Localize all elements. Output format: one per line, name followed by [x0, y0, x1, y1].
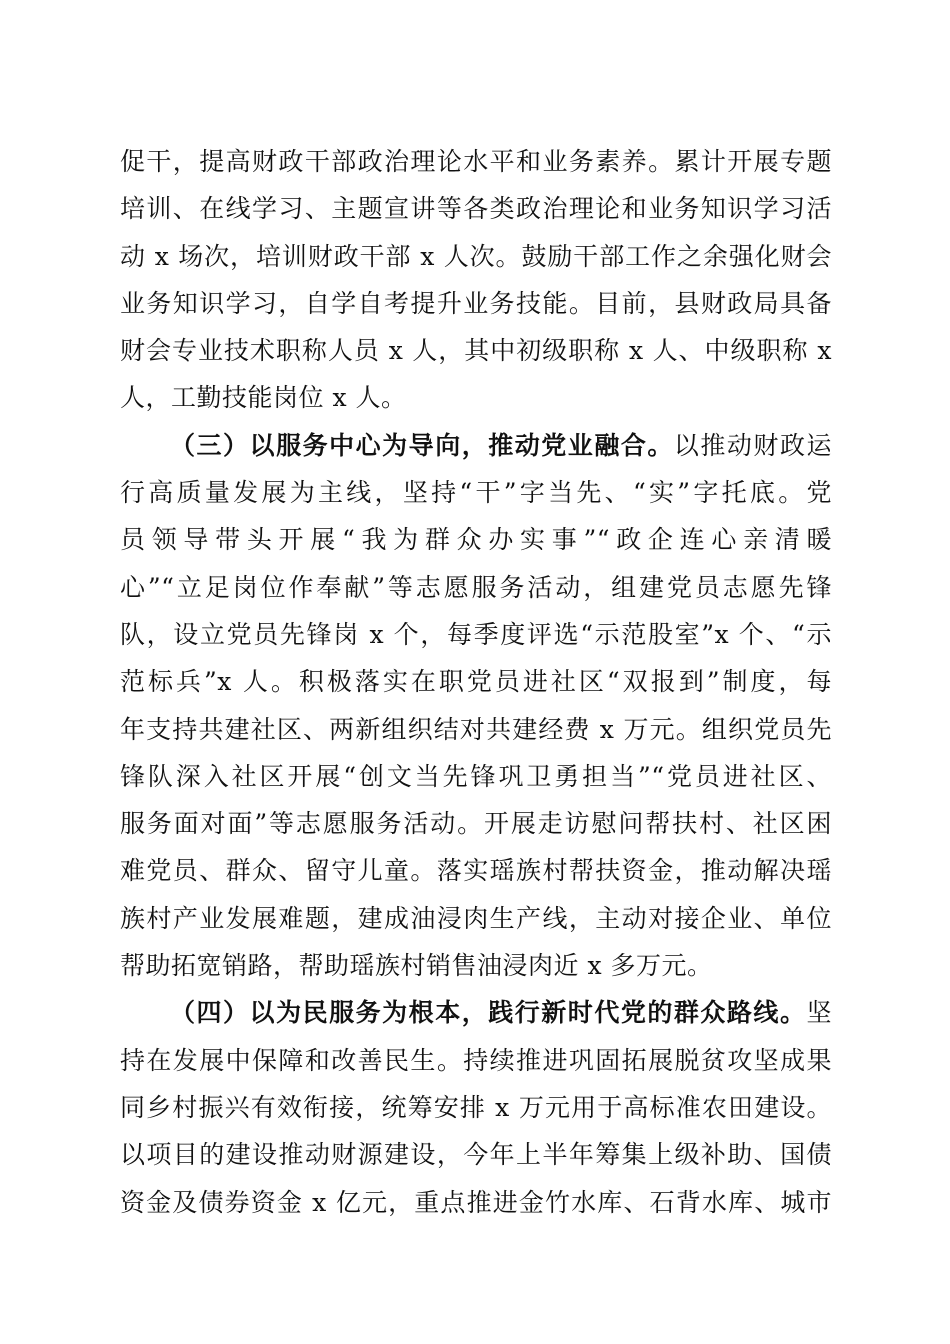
text-line: 帮助拓宽销路，帮助瑶族村销售油浸肉近 x 多万元。 [120, 951, 713, 981]
text-line: 范标兵”x 人。积极落实在职党员进社区“双报到”制度，每 [120, 667, 832, 697]
text-line: 促干，提高财政干部政治理论水平和业务素养。累计开展专题 [120, 147, 832, 176]
text-line: 资金及债券资金 x 亿元，重点推进金竹水库、石背水库、城市 [120, 1187, 832, 1217]
text-line: 以项目的建设推动财源建设，今年上半年筹集上级补助、国债 [120, 1140, 832, 1170]
section-heading-3: （三）以服务中心为导向，推动党业融合。 [170, 430, 674, 460]
text-line: 同乡村振兴有效衔接，统筹安排 x 万元用于高标准农田建设。 [120, 1092, 832, 1122]
text-line: 服务面对面”等志愿服务活动。开展走访慰问帮扶村、社区困 [120, 809, 832, 839]
paragraph-first-line [120, 989, 832, 1036]
text-line: 锋队深入社区开展“创文当先锋巩卫勇担当”“党员进社区、 [120, 761, 832, 791]
text-line: 行高质量发展为主线，坚持“干”字当先、“实”字托底。党 [120, 478, 832, 508]
text-run: 坚 [806, 998, 832, 1028]
text-line: 人，工勤技能岗位 x 人。 [120, 383, 407, 413]
text-line: 财会专业技术职称人员 x 人，其中初级职称 x 人、中级职称 x [120, 336, 832, 366]
document-body [120, 138, 832, 1226]
text-line: 动 x 场次，培训财政干部 x 人次。鼓励干部工作之余强化财会 [120, 241, 832, 271]
text-line: 族村产业发展难题，建成油浸肉生产线，主动对接企业、单位 [120, 903, 832, 933]
text-line: 心”“立足岗位作奉献”等志愿服务活动，组建党员志愿先锋 [120, 572, 832, 602]
text-run: 以推动财政运 [673, 430, 832, 460]
text-line: 业务知识学习，自学自考提升业务技能。目前，县财政局具备 [120, 288, 832, 318]
text-line: 持在发展中保障和改善民生。持续推进巩固拓展脱贫攻坚成果 [120, 1045, 832, 1075]
text-line: 员领导带头开展“我为群众办实事”“政企连心亲清暖 [120, 525, 832, 555]
text-line: 队，设立党员先锋岗 x 个，每季度评选“示范股室”x 个、“示 [120, 619, 832, 649]
paragraph-first-line [120, 422, 832, 469]
text-line: 难党员、群众、留守儿童。落实瑶族村帮扶资金，推动解决瑶 [120, 856, 832, 886]
text-line: 年支持共建社区、两新组织结对共建经费 x 万元。组织党员先 [120, 714, 832, 744]
text-line: 培训、在线学习、主题宣讲等各类政治理论和业务知识学习活 [120, 194, 832, 224]
section-heading-4: （四）以为民服务为根本，践行新时代党的群众路线。 [170, 998, 807, 1028]
